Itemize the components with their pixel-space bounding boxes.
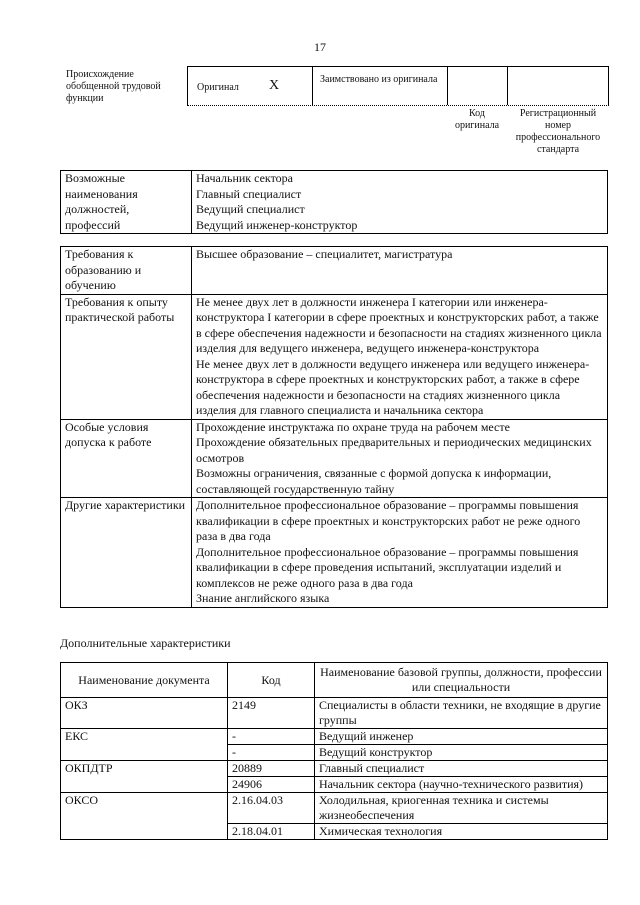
requirement-text: Знание английского языка: [196, 591, 330, 605]
table-row: [61, 729, 608, 745]
code-value: 24906: [228, 777, 315, 793]
requirement-text: Прохождение обязательных предварительных и периодических медицинских осмотров: [196, 435, 592, 465]
requirement-text: Дополнительное профессиональное образование – программы повышения квалификации в сфере проведения испытаний, эксплуатации изделий и комплексов не реже одного раза в два года: [196, 544, 579, 590]
code-value: -: [228, 745, 315, 761]
name-value: Начальник сектора (научно-технического развития): [315, 777, 608, 793]
doc-name: ОКПДТР: [61, 761, 228, 793]
header-doc: Наименование документа: [61, 663, 228, 698]
original-mark: X: [269, 78, 280, 93]
borrowed-cell: [312, 67, 448, 105]
origin-table: [187, 66, 609, 106]
code-value: 2149: [228, 698, 315, 729]
code-value: 20889: [228, 761, 315, 777]
requirement-text: Возможны ограничения, связанные с формой допуска к информации, составляющей государственную тайну: [196, 466, 552, 496]
doc-name: ОКЗ: [61, 698, 228, 729]
header-code: Код: [228, 663, 315, 698]
additional-title: Дополнительные характеристики: [60, 636, 231, 650]
position-item: Начальник сектора: [196, 171, 293, 185]
code-caption: Код оригинала: [454, 108, 500, 131]
positions-label: Возможные наименования должностей, профессий: [61, 171, 192, 234]
requirement-row: [61, 498, 608, 608]
requirement-text: Прохождение инструктажа по охране труда на рабочем месте: [196, 419, 510, 434]
positions-list: [192, 171, 608, 234]
origin-label: Происхождение обобщенной трудовой функции: [66, 69, 161, 104]
code-value: 2.16.04.03: [228, 793, 315, 824]
table-row: [61, 761, 608, 777]
name-value: Холодильная, криогенная техника и системы жизнеобеспечения: [315, 793, 608, 824]
requirement-label: Требования к опыту практической работы: [61, 294, 192, 419]
borrowed-label: Заимствовано из оригинала: [320, 74, 438, 85]
additional-table: [60, 662, 608, 840]
requirement-text: Не менее двух лет в должности инженера I категории или инженера-конструктора I категории в сфере проектных и конструкторских работ, а также в сфере обеспечения надежности и безопасности на стадиях жизненного цикла изделия для ведущего инженера, ведущего инженера-конструктора: [196, 294, 602, 355]
code-value: 2.18.04.01: [228, 824, 315, 840]
requirement-text: Дополнительное профессиональное образование – программы повышения квалификации в сфере проектных и конструкторских работ не реже одного раза в два года: [196, 498, 581, 543]
doc-name: ЕКС: [61, 729, 228, 761]
positions-table: [60, 170, 608, 234]
doc-name: ОКСО: [61, 793, 228, 840]
position-item: Ведущий специалист: [196, 202, 305, 216]
code-value: -: [228, 729, 315, 745]
requirement-text: Высшее образование – специалитет, магистратура: [196, 247, 453, 261]
requirement-label: Особые условия допуска к работе: [61, 419, 192, 498]
requirement-label: Другие характеристики: [61, 498, 192, 608]
requirement-text: Не менее двух лет в должности ведущего инженера или ведущего инженера-конструктора в сфере проектных и конструкторских работ, а также в сфере обеспечения надежности и безопасности на стадиях жизненного цикла изделия для главного специалиста и начальника сектора: [196, 356, 590, 417]
name-value: Химическая технология: [315, 824, 608, 840]
original-label: Оригинал: [197, 82, 239, 93]
name-value: Ведущий инженер: [315, 729, 608, 745]
name-value: Главный специалист: [315, 761, 608, 777]
reg-number-caption: Регистрационный номер профессионального стандарта: [515, 108, 601, 155]
page-number: 17: [314, 40, 326, 54]
header-name: Наименование базовой группы, должности, профессии или специальности: [315, 663, 608, 698]
requirement-row: [61, 247, 608, 295]
name-value: Специалисты в области техники, не входящие в другие группы: [315, 698, 608, 729]
requirement-row: [61, 419, 608, 498]
header-row: [61, 663, 608, 698]
requirement-row: [61, 294, 608, 419]
position-item: Ведущий инженер-конструктор: [196, 217, 358, 232]
table-row: [61, 698, 608, 729]
position-item: Главный специалист: [196, 186, 302, 201]
requirements-table: [60, 246, 608, 608]
requirement-label: Требования к образованию и обучению: [61, 247, 192, 295]
table-row: [61, 793, 608, 824]
name-value: Ведущий конструктор: [315, 745, 608, 761]
code-cell: [447, 67, 508, 105]
